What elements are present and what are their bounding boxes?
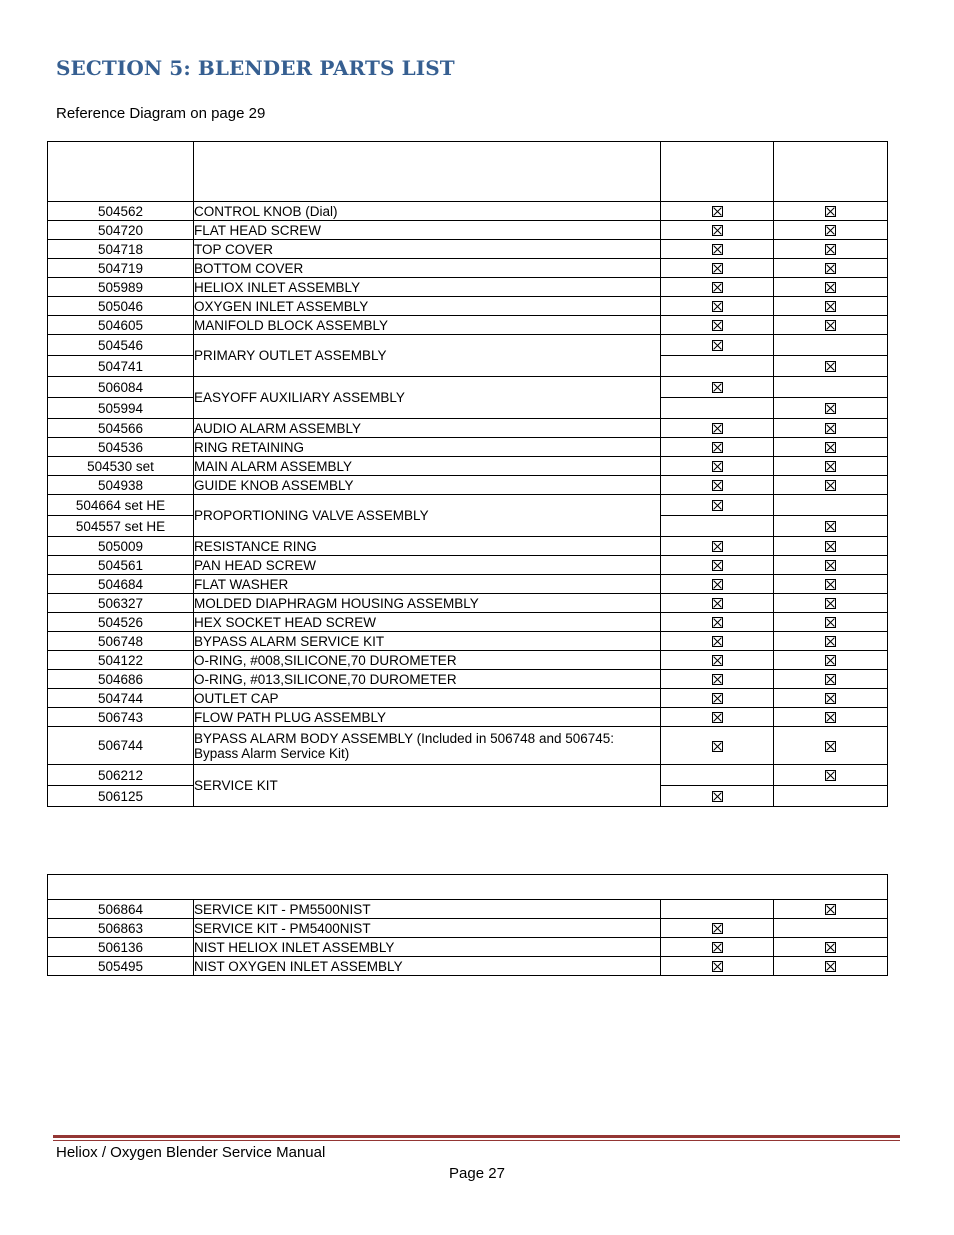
model-a-check-cell	[661, 786, 774, 807]
model-b-check-cell	[774, 786, 888, 807]
table-row	[48, 765, 888, 786]
model-b-check-cell	[774, 495, 888, 516]
part-number-cell: 504744	[48, 689, 194, 708]
model-b-check-cell	[774, 297, 888, 316]
header-part-number-cell	[48, 142, 194, 202]
table-row	[48, 938, 888, 957]
checked-box-icon	[712, 541, 723, 552]
part-number-cell: 505495	[48, 957, 194, 976]
table-row	[48, 457, 888, 476]
part-number-cell: 504566	[48, 419, 194, 438]
part-number-cell: 504536	[48, 438, 194, 457]
part-number-cell: 504664 set HE	[48, 495, 194, 516]
model-b-check-cell	[774, 335, 888, 356]
model-b-check-cell	[774, 556, 888, 575]
model-b-check-cell	[774, 516, 888, 537]
part-number-cell: 504122	[48, 651, 194, 670]
model-a-check-cell	[661, 900, 774, 919]
part-number-cell: 505989	[48, 278, 194, 297]
checked-box-icon	[712, 225, 723, 236]
description-cell: PAN HEAD SCREW	[194, 556, 661, 575]
footer-manual-title: Heliox / Oxygen Blender Service Manual	[56, 1144, 326, 1161]
model-a-check-cell	[661, 556, 774, 575]
part-number-cell: 506864	[48, 900, 194, 919]
checked-box-icon	[712, 244, 723, 255]
table-row	[48, 221, 888, 240]
model-b-check-cell	[774, 457, 888, 476]
model-a-check-cell	[661, 765, 774, 786]
table-row	[48, 670, 888, 689]
checked-box-icon	[825, 904, 836, 915]
table-row	[48, 575, 888, 594]
table-row	[48, 556, 888, 575]
model-b-check-cell	[774, 919, 888, 938]
description-cell: MOLDED DIAPHRAGM HOUSING ASSEMBLY	[194, 594, 661, 613]
description-cell: OUTLET CAP	[194, 689, 661, 708]
checked-box-icon	[825, 244, 836, 255]
checked-box-icon	[825, 560, 836, 571]
description-cell: PROPORTIONING VALVE ASSEMBLY	[194, 495, 661, 537]
model-b-check-cell	[774, 316, 888, 335]
model-a-check-cell	[661, 919, 774, 938]
nist-table-header-row	[48, 875, 888, 900]
description-cell: FLAT WASHER	[194, 575, 661, 594]
checked-box-icon	[712, 961, 723, 972]
table-row	[48, 537, 888, 556]
checked-box-icon	[825, 741, 836, 752]
reference-note: Reference Diagram on page 29	[56, 105, 266, 122]
checked-box-icon	[825, 712, 836, 723]
checked-box-icon	[712, 579, 723, 590]
model-a-check-cell	[661, 278, 774, 297]
header-model-b-cell	[774, 142, 888, 202]
model-b-check-cell	[774, 938, 888, 957]
checked-box-icon	[712, 655, 723, 666]
model-a-check-cell	[661, 398, 774, 419]
description-cell: SERVICE KIT	[194, 765, 661, 807]
checked-box-icon	[712, 301, 723, 312]
part-number-cell: 504561	[48, 556, 194, 575]
description-cell: SERVICE KIT - PM5400NIST	[194, 919, 661, 938]
description-cell: EASYOFF AUXILIARY ASSEMBLY	[194, 377, 661, 419]
model-a-check-cell	[661, 335, 774, 356]
header-model-a-cell	[661, 142, 774, 202]
description-cell: GUIDE KNOB ASSEMBLY	[194, 476, 661, 495]
table-row	[48, 438, 888, 457]
checked-box-icon	[825, 693, 836, 704]
checked-box-icon	[825, 263, 836, 274]
model-a-check-cell	[661, 221, 774, 240]
checked-box-icon	[712, 461, 723, 472]
model-b-check-cell	[774, 727, 888, 765]
section-title: SECTION 5: BLENDER PARTS LIST	[56, 56, 455, 80]
table-row	[48, 335, 888, 356]
table-row	[48, 377, 888, 398]
model-a-check-cell	[661, 297, 774, 316]
part-number-cell: 504741	[48, 356, 194, 377]
model-b-check-cell	[774, 537, 888, 556]
checked-box-icon	[825, 598, 836, 609]
description-cell: HEX SOCKET HEAD SCREW	[194, 613, 661, 632]
part-number-cell: 506743	[48, 708, 194, 727]
table-row	[48, 297, 888, 316]
description-cell: BYPASS ALARM SERVICE KIT	[194, 632, 661, 651]
model-a-check-cell	[661, 516, 774, 537]
table-row	[48, 708, 888, 727]
part-number-cell: 504686	[48, 670, 194, 689]
checked-box-icon	[712, 320, 723, 331]
checked-box-icon	[825, 442, 836, 453]
table-row	[48, 316, 888, 335]
part-number-cell: 506744	[48, 727, 194, 765]
model-a-check-cell	[661, 316, 774, 335]
table-row	[48, 259, 888, 278]
part-number-cell: 504526	[48, 613, 194, 632]
parts-table-header-row	[48, 142, 888, 202]
checked-box-icon	[712, 442, 723, 453]
model-a-check-cell	[661, 377, 774, 398]
description-cell: O-RING, #013,SILICONE,70 DUROMETER	[194, 670, 661, 689]
checked-box-icon	[825, 617, 836, 628]
header-description-cell	[194, 142, 661, 202]
table-row	[48, 727, 888, 765]
table-row	[48, 594, 888, 613]
model-b-check-cell	[774, 632, 888, 651]
model-b-check-cell	[774, 259, 888, 278]
model-a-check-cell	[661, 356, 774, 377]
part-number-cell: 504605	[48, 316, 194, 335]
part-number-cell: 504684	[48, 575, 194, 594]
description-cell: MAIN ALARM ASSEMBLY	[194, 457, 661, 476]
model-b-check-cell	[774, 670, 888, 689]
checked-box-icon	[712, 693, 723, 704]
checked-box-icon	[825, 655, 836, 666]
footer-rule-thin	[53, 1140, 900, 1141]
checked-box-icon	[712, 741, 723, 752]
checked-box-icon	[712, 636, 723, 647]
model-a-check-cell	[661, 202, 774, 221]
table-row	[48, 476, 888, 495]
description-cell: HELIOX INLET ASSEMBLY	[194, 278, 661, 297]
part-number-cell: 504720	[48, 221, 194, 240]
description-cell: OXYGEN INLET ASSEMBLY	[194, 297, 661, 316]
model-b-check-cell	[774, 398, 888, 419]
model-a-check-cell	[661, 537, 774, 556]
model-a-check-cell	[661, 957, 774, 976]
model-b-check-cell	[774, 438, 888, 457]
checked-box-icon	[712, 923, 723, 934]
model-b-check-cell	[774, 356, 888, 377]
model-a-check-cell	[661, 438, 774, 457]
checked-box-icon	[825, 461, 836, 472]
checked-box-icon	[825, 225, 836, 236]
page-number: Page 27	[449, 1165, 505, 1182]
table-row	[48, 900, 888, 919]
description-cell: PRIMARY OUTLET ASSEMBLY	[194, 335, 661, 377]
model-a-check-cell	[661, 259, 774, 278]
checked-box-icon	[712, 382, 723, 393]
part-number-cell: 506748	[48, 632, 194, 651]
model-b-check-cell	[774, 240, 888, 259]
checked-box-icon	[712, 423, 723, 434]
checked-box-icon	[712, 206, 723, 217]
part-number-cell: 506327	[48, 594, 194, 613]
part-number-cell: 506863	[48, 919, 194, 938]
table-row	[48, 240, 888, 259]
checked-box-icon	[825, 541, 836, 552]
checked-box-icon	[712, 282, 723, 293]
nist-header-cell	[48, 875, 888, 900]
table-row	[48, 651, 888, 670]
model-a-check-cell	[661, 632, 774, 651]
model-a-check-cell	[661, 708, 774, 727]
model-b-check-cell	[774, 278, 888, 297]
model-a-check-cell	[661, 670, 774, 689]
description-cell: BOTTOM COVER	[194, 259, 661, 278]
description-cell: BYPASS ALARM BODY ASSEMBLY (Included in 506748 and 506745: Bypass Alarm Service Kit)	[194, 727, 661, 765]
model-a-check-cell	[661, 727, 774, 765]
model-b-check-cell	[774, 221, 888, 240]
checked-box-icon	[712, 263, 723, 274]
description-cell: RING RETAINING	[194, 438, 661, 457]
model-b-check-cell	[774, 575, 888, 594]
part-number-cell: 505046	[48, 297, 194, 316]
description-cell: CONTROL KNOB (Dial)	[194, 202, 661, 221]
checked-box-icon	[825, 942, 836, 953]
model-a-check-cell	[661, 457, 774, 476]
model-a-check-cell	[661, 575, 774, 594]
part-number-cell: 504557 set HE	[48, 516, 194, 537]
checked-box-icon	[825, 770, 836, 781]
model-a-check-cell	[661, 240, 774, 259]
part-number-cell: 504718	[48, 240, 194, 259]
table-row	[48, 202, 888, 221]
table-row	[48, 632, 888, 651]
footer-rule-thick	[53, 1135, 900, 1138]
checked-box-icon	[825, 423, 836, 434]
model-a-check-cell	[661, 495, 774, 516]
model-b-check-cell	[774, 957, 888, 976]
description-cell: RESISTANCE RING	[194, 537, 661, 556]
table-row	[48, 689, 888, 708]
part-number-cell: 506136	[48, 938, 194, 957]
model-a-check-cell	[661, 419, 774, 438]
model-b-check-cell	[774, 476, 888, 495]
model-b-check-cell	[774, 419, 888, 438]
part-number-cell: 504530 set	[48, 457, 194, 476]
checked-box-icon	[825, 206, 836, 217]
checked-box-icon	[825, 320, 836, 331]
model-b-check-cell	[774, 594, 888, 613]
model-b-check-cell	[774, 613, 888, 632]
parts-table	[47, 141, 888, 807]
checked-box-icon	[712, 480, 723, 491]
model-a-check-cell	[661, 938, 774, 957]
checked-box-icon	[825, 361, 836, 372]
table-row	[48, 495, 888, 516]
description-cell: NIST OXYGEN INLET ASSEMBLY	[194, 957, 661, 976]
nist-parts-table	[47, 874, 888, 976]
checked-box-icon	[712, 340, 723, 351]
part-number-cell: 505994	[48, 398, 194, 419]
model-b-check-cell	[774, 651, 888, 670]
checked-box-icon	[712, 617, 723, 628]
checked-box-icon	[825, 282, 836, 293]
checked-box-icon	[712, 500, 723, 511]
part-number-cell: 504546	[48, 335, 194, 356]
checked-box-icon	[825, 403, 836, 414]
table-row	[48, 919, 888, 938]
model-a-check-cell	[661, 476, 774, 495]
model-b-check-cell	[774, 689, 888, 708]
checked-box-icon	[712, 791, 723, 802]
checked-box-icon	[825, 301, 836, 312]
checked-box-icon	[825, 674, 836, 685]
model-a-check-cell	[661, 594, 774, 613]
description-cell: TOP COVER	[194, 240, 661, 259]
checked-box-icon	[825, 521, 836, 532]
model-b-check-cell	[774, 900, 888, 919]
table-row	[48, 278, 888, 297]
description-cell: FLOW PATH PLUG ASSEMBLY	[194, 708, 661, 727]
checked-box-icon	[712, 712, 723, 723]
part-number-cell: 506125	[48, 786, 194, 807]
table-row	[48, 613, 888, 632]
model-b-check-cell	[774, 765, 888, 786]
checked-box-icon	[712, 560, 723, 571]
description-cell: FLAT HEAD SCREW	[194, 221, 661, 240]
description-cell: SERVICE KIT - PM5500NIST	[194, 900, 661, 919]
description-cell: NIST HELIOX INLET ASSEMBLY	[194, 938, 661, 957]
part-number-cell: 504719	[48, 259, 194, 278]
checked-box-icon	[825, 961, 836, 972]
model-a-check-cell	[661, 651, 774, 670]
checked-box-icon	[712, 598, 723, 609]
model-b-check-cell	[774, 202, 888, 221]
model-b-check-cell	[774, 708, 888, 727]
checked-box-icon	[712, 942, 723, 953]
table-row	[48, 957, 888, 976]
part-number-cell: 506212	[48, 765, 194, 786]
model-b-check-cell	[774, 377, 888, 398]
model-a-check-cell	[661, 613, 774, 632]
checked-box-icon	[825, 579, 836, 590]
checked-box-icon	[825, 636, 836, 647]
table-row	[48, 419, 888, 438]
checked-box-icon	[712, 674, 723, 685]
checked-box-icon	[825, 480, 836, 491]
model-a-check-cell	[661, 689, 774, 708]
description-cell: AUDIO ALARM ASSEMBLY	[194, 419, 661, 438]
part-number-cell: 504562	[48, 202, 194, 221]
part-number-cell: 506084	[48, 377, 194, 398]
description-cell: MANIFOLD BLOCK ASSEMBLY	[194, 316, 661, 335]
part-number-cell: 505009	[48, 537, 194, 556]
description-cell: O-RING, #008,SILICONE,70 DUROMETER	[194, 651, 661, 670]
part-number-cell: 504938	[48, 476, 194, 495]
